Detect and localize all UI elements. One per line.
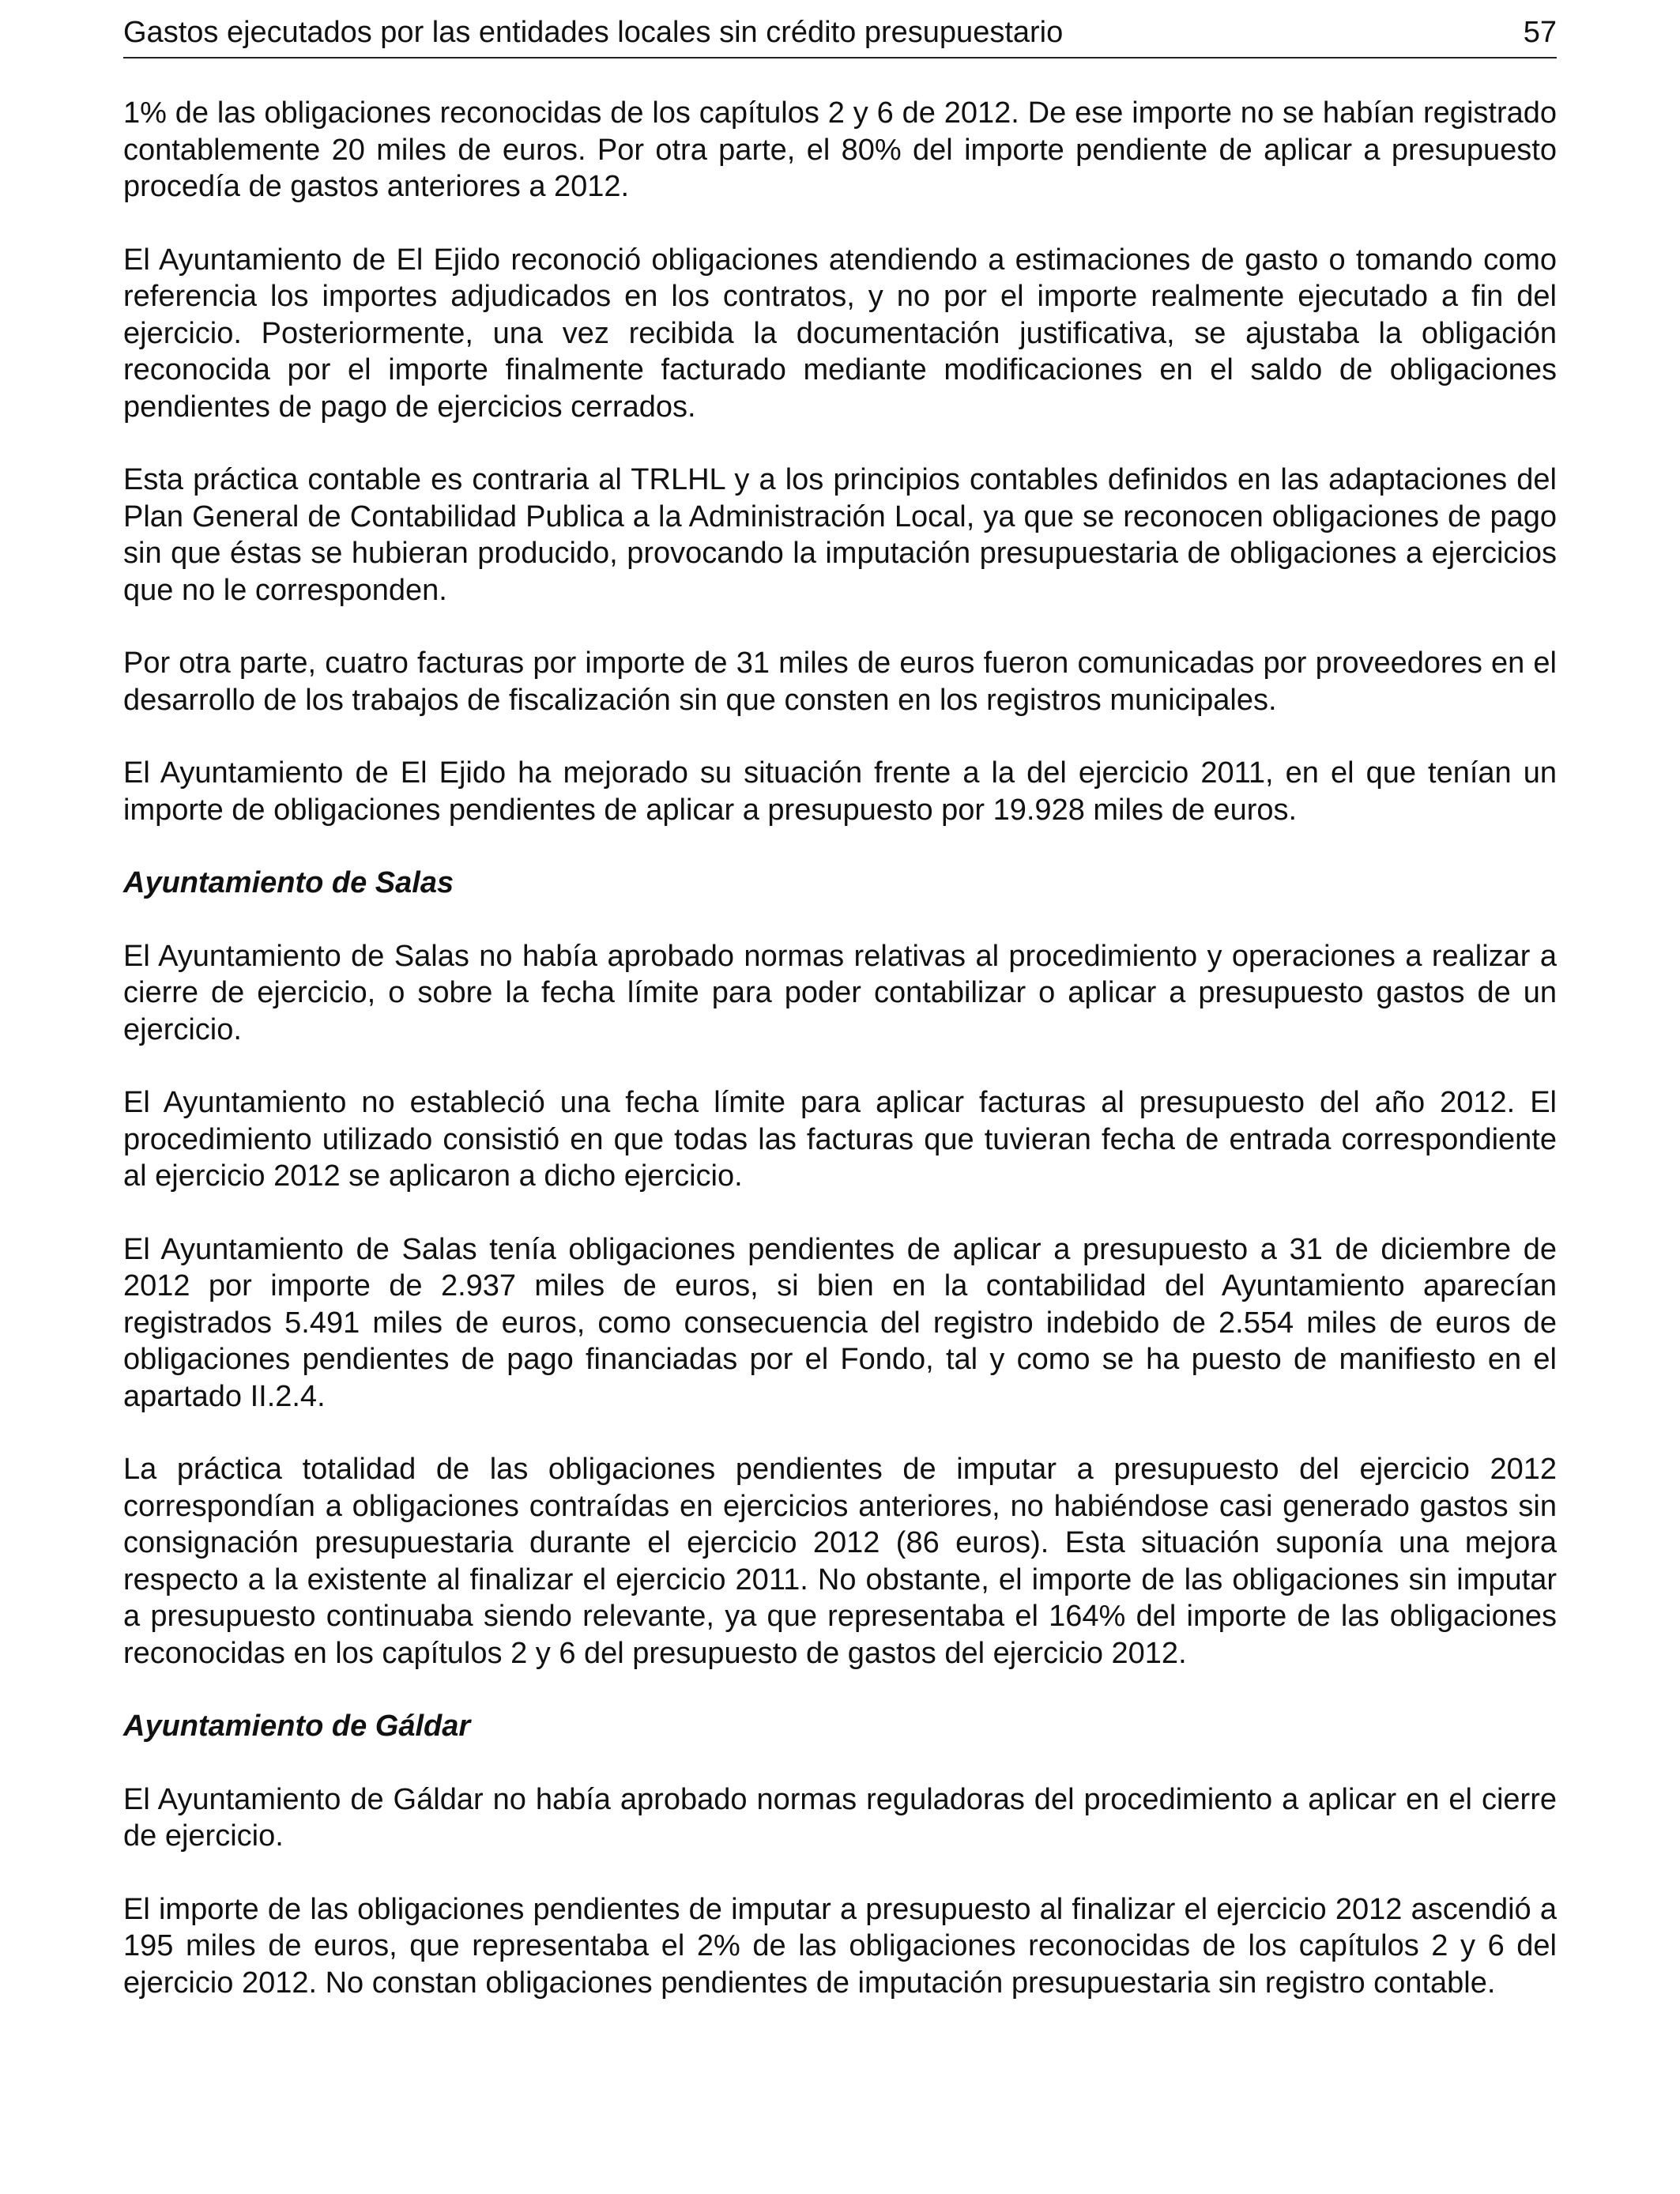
paragraph-8: El Ayuntamiento de Salas tenía obligaciones pendientes de aplicar a presupuesto a 31 de diciembre de 2012 por importe de 2.937 miles de euros, si bien en la contabilidad del Ayuntamiento aparecían registrados 5.491 miles de euros, como consecuencia del registro indebido de 2.554 miles de euros de obligaciones pendientes de pago financiadas por el Fondo, tal y como se ha puesto de manifiesto en el apartado II.2.4. (123, 1232, 1557, 1413)
paragraph-11: El importe de las obligaciones pendientes de imputar a presupuesto al finalizar el ejercicio 2012 ascendió a 195 miles de euros, que representaba el 2% de las obligaciones reconocidas de los capítulos 2 y 6 del ejercicio 2012. No constan obligaciones pendientes de imputación presupuestaria sin registro contable. (123, 1892, 1557, 2000)
document-body (123, 95, 1557, 2001)
running-header (123, 0, 1557, 58)
section-heading-galdar: Ayuntamiento de Gáldar (123, 1710, 471, 1743)
paragraph-4: Por otra parte, cuatro facturas por importe de 31 miles de euros fueron comunicadas por proveedores en el desarrollo de los trabajos de fiscalización sin que consten en los registros municipales. (123, 647, 1557, 717)
paragraph-6: El Ayuntamiento de Salas no había aprobado normas relativas al procedimiento y operaciones a realizar a cierre de ejercicio, o sobre la fecha límite para poder contabilizar o aplicar a presupuesto gastos de un ejercicio. (123, 939, 1557, 1046)
paragraph-2: El Ayuntamiento de El Ejido reconoció obligaciones atendiendo a estimaciones de gasto o tomando como referencia los importes adjudicados en los contratos, y no por el importe realmente ejecutado a fin del ejercicio. Posteriormente, una vez recibida la documentación justificativa, se ajustaba la obligación reconocida por el importe finalmente facturado mediante modificaciones en el saldo de obligaciones pendientes de pago de ejercicios cerrados. (123, 243, 1557, 424)
paragraph-5: El Ayuntamiento de El Ejido ha mejorado su situación frente a la del ejercicio 2011, en el que tenían un importe de obligaciones pendientes de aplicar a presupuesto por 19.928 miles de euros. (123, 756, 1557, 827)
paragraph-3: Esta práctica contable es contraria al TRLHL y a los principios contables definidos en las adaptaciones del Plan General de Contabilidad Publica a la Administración Local, ya que se reconocen obligaciones de pago sin que éstas se hubieran producido, provocando la imputación presupuestaria de obligaciones a ejercicios que no le corresponden. (123, 463, 1557, 607)
paragraph-1: 1% de las obligaciones reconocidas de los capítulos 2 y 6 de 2012. De ese importe no se habían registrado contablemente 20 miles de euros. Por otra parte, el 80% del importe pendiente de aplicar a presupuesto procedía de gastos anteriores a 2012. (123, 96, 1557, 203)
paragraph-7: El Ayuntamiento no estableció una fecha límite para aplicar facturas al presupuesto del año 2012. El procedimiento utilizado consistió en que todas las facturas que tuvieran fecha de entrada correspondiente al ejercicio 2012 se aplicaron a dicho ejercicio. (123, 1086, 1557, 1193)
document-page (123, 0, 1557, 2038)
header-title: Gastos ejecutados por las entidades locales sin crédito presupuestario (123, 16, 1064, 49)
section-heading-salas: Ayuntamiento de Salas (123, 866, 454, 899)
page-number: 57 (1523, 16, 1557, 49)
paragraph-9: La práctica totalidad de las obligaciones pendientes de imputar a presupuesto del ejercicio 2012 correspondían a obligaciones contraídas en ejercicios anteriores, no habiéndose casi generado gastos sin consignación presupuestaria durante el ejercicio 2012 (86 euros). Esta situación suponía una mejora respecto a la existente al finalizar el ejercicio 2011. No obstante, el importe de las obligaciones sin imputar a presupuesto continuaba siendo relevante, ya que representaba el 164% del importe de las obligaciones reconocidas en los capítulos 2 y 6 del presupuesto de gastos del ejercicio 2012. (123, 1453, 1557, 1670)
paragraph-10: El Ayuntamiento de Gáldar no había aprobado normas reguladoras del procedimiento a aplicar en el cierre de ejercicio. (123, 1782, 1557, 1853)
